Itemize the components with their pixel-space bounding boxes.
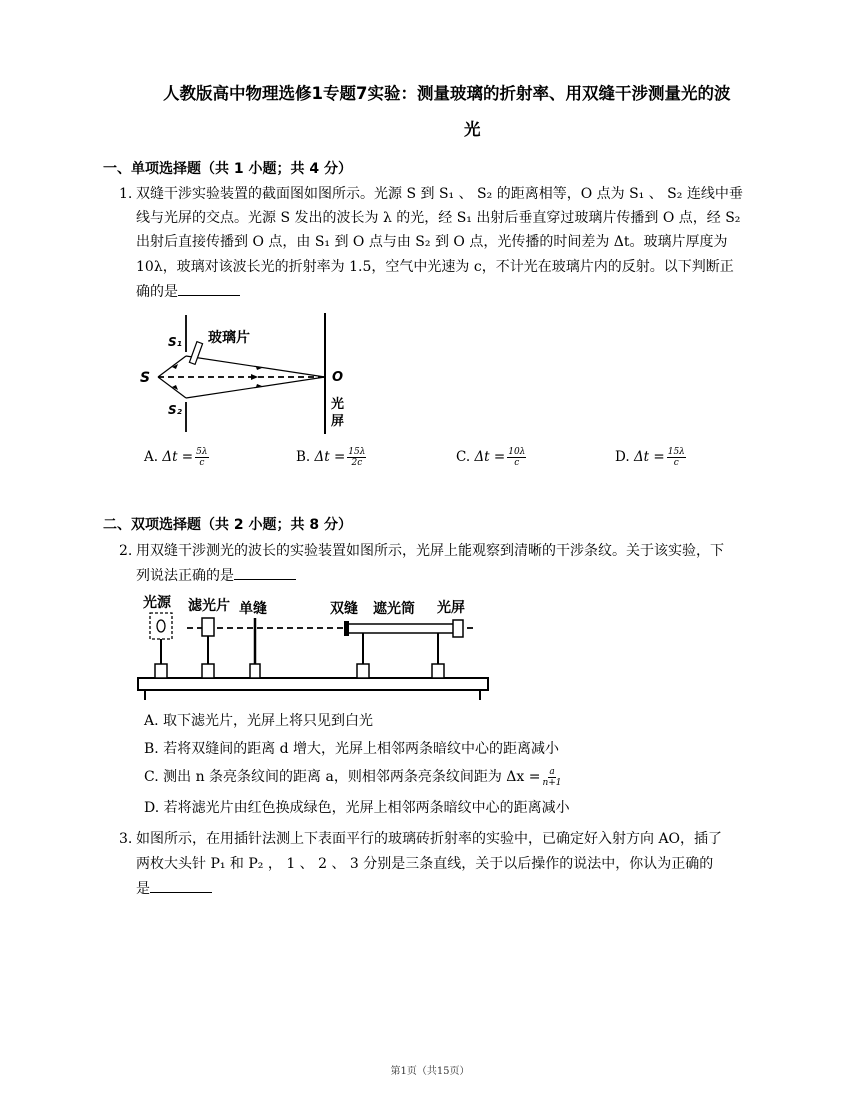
option-letter: D. [615, 449, 630, 465]
ray-s-s2 [158, 377, 186, 398]
label-s: S [140, 370, 151, 386]
label-tube: 遮光筒 [373, 601, 415, 617]
question-1-line [136, 281, 240, 303]
question-3-number: 3. [119, 831, 133, 847]
fraction-numerator: a [549, 766, 555, 777]
question-3-line [136, 878, 212, 900]
option-formula: Δt = [474, 449, 506, 465]
option-c[interactable] [144, 766, 562, 788]
label-light-source: 光源 [143, 595, 171, 611]
double-slit-diagram [138, 310, 353, 438]
fraction-numerator: 5λ [196, 447, 208, 457]
option-formula: Δt = [633, 449, 665, 465]
fraction-denominator: c [673, 458, 679, 468]
post-base [357, 664, 369, 678]
label-screen: 光屏 [437, 600, 465, 616]
label-single-slit: 单缝 [239, 601, 267, 617]
option-b[interactable] [296, 447, 366, 468]
question-1-number: 1. [119, 186, 133, 202]
fraction-denominator: 2c [351, 458, 363, 468]
post-base [155, 664, 167, 678]
label-glass: 玻璃片 [208, 330, 250, 346]
option-a[interactable] [144, 447, 209, 468]
option-a[interactable]: A. 取下滤光片，光屏上将只见到白光 [144, 713, 374, 729]
fraction-denominator: c [199, 458, 205, 468]
question-1-text: 确的是 [136, 284, 178, 300]
option-letter: C. [456, 449, 471, 465]
label-double-slit: 双缝 [330, 601, 358, 617]
section-heading-double-choice: 二、双项选择题（共 2 小题；共 8 分） [103, 517, 352, 533]
fraction [542, 767, 561, 788]
label-filter: 滤光片 [188, 598, 230, 614]
light-tube [347, 624, 455, 633]
answer-blank[interactable] [178, 281, 240, 296]
ray-s1-o [186, 356, 325, 377]
question-1-line: 线与光屏的交点。光源 S 发出的波长为 λ 的光，经 S₁ 出射后垂直穿过玻璃片传播到 O 点，经 S₂ [136, 210, 741, 226]
question-3-line: 两枚大头针 P₁ 和 P₂ ， 1 、 2 、 3 分别是三条直线，关于以后操作的说法中，你认为正确的 [136, 856, 714, 872]
double-slit-mount [344, 621, 349, 636]
fraction-numerator: 15λ [348, 447, 366, 457]
page-footer: 第1页（共15页） [390, 1066, 470, 1077]
question-1-line: 10λ，玻璃对该波长光的折射率为 1.5，空气中光速为 c，不计光在玻璃片内的反射。以下判断正 [136, 259, 734, 275]
fraction-denominator: c [514, 458, 520, 468]
label-o: O [332, 370, 344, 385]
option-formula: Δt = [162, 449, 194, 465]
fraction [347, 447, 366, 468]
section-heading-single-choice: 一、单项选择题（共 1 小题；共 4 分） [103, 161, 352, 177]
apparatus-diagram [135, 592, 490, 702]
post-base [250, 664, 260, 678]
option-d[interactable]: D. 若将滤光片由红色换成绿色，光屏上相邻两条暗纹中心的距离减小 [144, 800, 570, 816]
answer-blank[interactable] [150, 878, 212, 893]
option-letter: B. [296, 449, 311, 465]
option-text: C. 测出 n 条亮条纹间的距离 a，则相邻两条亮条纹间距为 Δx = [144, 769, 541, 785]
label-screen: 屏 [331, 414, 345, 429]
arrow-head [251, 374, 258, 380]
glass-plate [189, 342, 202, 365]
ray-s-s1 [158, 356, 186, 377]
question-2-text: 列说法正确的是 [136, 568, 234, 584]
answer-blank[interactable] [234, 565, 296, 580]
question-1-line: 双缝干涉实验装置的截面图如图所示。光源 S 到 S₁ 、 S₂ 的距离相等，O 点为 S₁ 、 S₂ 连线中垂 [136, 186, 743, 202]
fraction [507, 447, 526, 468]
question-1-line: 出射后直接传播到 O 点，由 S₁ 到 O 点与由 S₂ 到 O 点，光传播的时间差为 Δt。玻璃片厚度为 [136, 234, 728, 250]
question-3-line: 如图所示，在用插针法测上下表面平行的玻璃砖折射率的实验中，已确定好入射方向 AO，插了 [136, 831, 723, 847]
bulb-icon [157, 620, 165, 632]
option-c[interactable] [456, 447, 526, 468]
label-s1: S₁ [168, 335, 182, 349]
option-letter: A. [144, 449, 159, 465]
post-base [202, 664, 214, 678]
fraction [667, 447, 686, 468]
option-b[interactable]: B. 若将双缝间的距离 d 增大，光屏上相邻两条暗纹中心的距离减小 [144, 741, 560, 757]
filter-block [202, 618, 214, 636]
option-formula: Δt = [314, 449, 346, 465]
ray-s2-o [186, 377, 325, 398]
label-screen: 光 [331, 397, 345, 412]
question-2-line [136, 565, 296, 587]
post-base [432, 664, 444, 678]
fraction-denominator: n+1 [542, 777, 562, 788]
screen-holder [453, 620, 463, 637]
question-2-number: 2. [119, 543, 133, 559]
fraction [195, 447, 208, 468]
question-2-line: 用双缝干涉测光的波长的实验装置如图所示，光屏上能观察到清晰的干涉条纹。关于该实验，下 [136, 543, 724, 559]
question-3-text: 是 [136, 881, 150, 897]
fraction-numerator: 10λ [508, 447, 526, 457]
fraction-numerator: 15λ [667, 447, 685, 457]
optical-bench [138, 678, 488, 690]
label-s2: S₂ [168, 403, 182, 417]
option-d[interactable] [615, 447, 686, 468]
page-title-line2: 光 [464, 120, 481, 139]
page-title-line1: 人教版高中物理选修1专题7实验：测量玻璃的折射率、用双缝干涉测量光的波 [163, 84, 731, 103]
